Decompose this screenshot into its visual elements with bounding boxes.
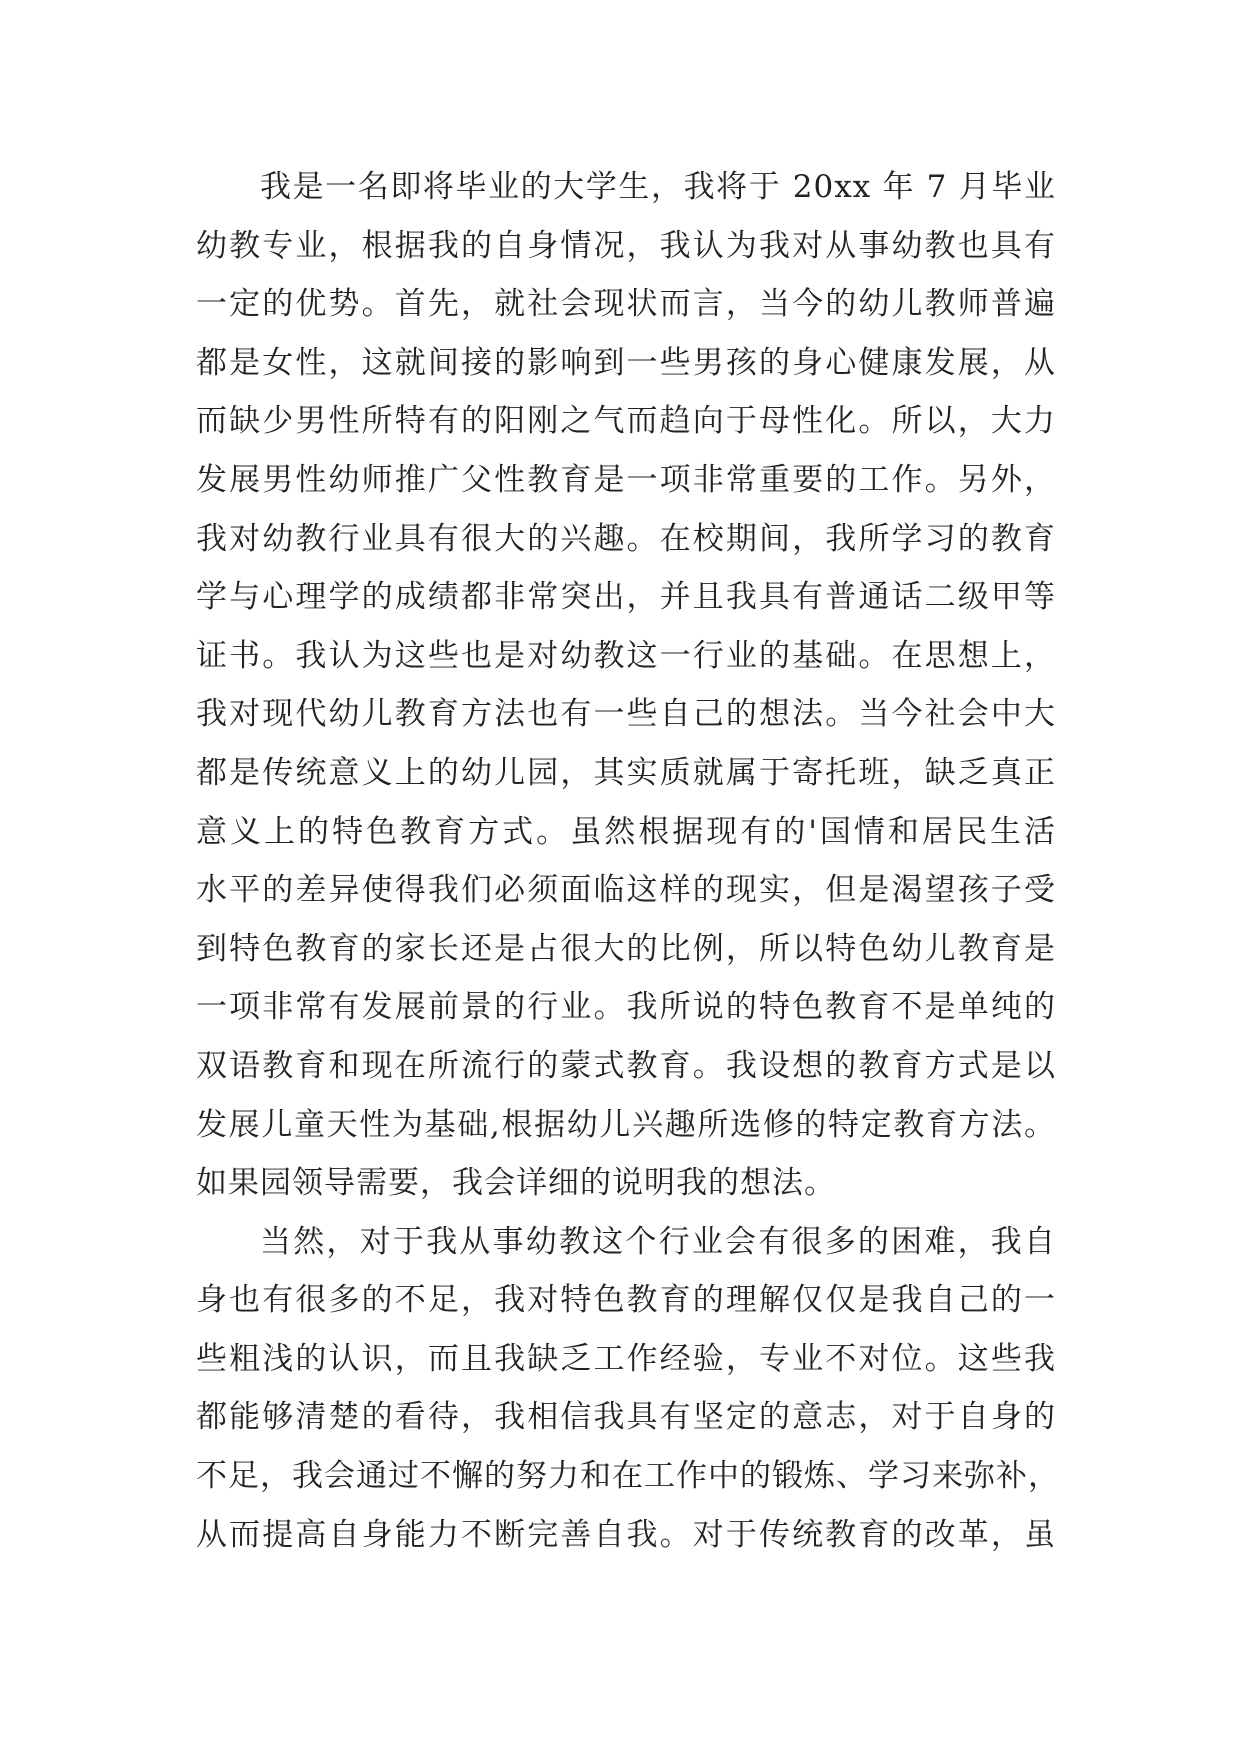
text-line: 都是女性，这就间接的影响到一些男孩的身心健康发展，从 — [196, 344, 1056, 381]
text-line: 我对现代幼儿教育方法也有一些自己的想法。当今社会中大 — [196, 696, 1056, 733]
text-line: 幼教专业，根据我的自身情况，我认为我对从事幼教也具有 — [196, 227, 1056, 264]
text-line: 些粗浅的认识，而且我缺乏工作经验，专业不对位。这些我 — [196, 1340, 1056, 1377]
text-line: 都能够清楚的看待，我相信我具有坚定的意志，对于自身的 — [196, 1399, 1056, 1436]
text-line: 都是传统意义上的幼儿园，其实质就属于寄托班，缺乏真正 — [196, 754, 1056, 791]
text-line: 我是一名即将毕业的大学生，我将于 20xx 年 7 月毕业 — [260, 169, 1056, 205]
text-line: 双语教育和现在所流行的蒙式教育。我设想的教育方式是以 — [196, 1047, 1056, 1084]
text-line: 不足，我会通过不懈的努力和在工作中的锻炼、学习来弥补， — [196, 1458, 1060, 1495]
text-line: 从而提高自身能力不断完善自我。对于传统教育的改革，虽 — [196, 1516, 1056, 1553]
text-line: 如果园领导需要，我会详细的说明我的想法。 — [196, 1165, 836, 1202]
text-line: 发展男性幼师推广父性教育是一项非常重要的工作。另外， — [196, 461, 1056, 498]
text-line: 我对幼教行业具有很大的兴趣。在校期间，我所学习的教育 — [196, 520, 1056, 557]
text-line: 意义上的特色教育方式。虽然根据现有的'国情和居民生活 — [196, 813, 1056, 850]
text-line: 发展儿童天性为基础,根据幼儿兴趣所选修的特定教育方法。 — [196, 1106, 1056, 1143]
text-line: 到特色教育的家长还是占很大的比例，所以特色幼儿教育是 — [196, 930, 1056, 967]
body-text — [196, 158, 1060, 1564]
text-line: 身也有很多的不足，我对特色教育的理解仅仅是我自己的一 — [196, 1282, 1056, 1319]
text-line: 证书。我认为这些也是对幼教这一行业的基础。在思想上， — [196, 637, 1056, 674]
paragraph-1 — [196, 158, 1056, 1213]
text-line: 当然，对于我从事幼教这个行业会有很多的困难，我自 — [260, 1223, 1056, 1260]
text-line: 而缺少男性所特有的阳刚之气而趋向于母性化。所以，大力 — [196, 403, 1056, 440]
paragraph-2 — [196, 1213, 1060, 1565]
text-line: 一项非常有发展前景的行业。我所说的特色教育不是单纯的 — [196, 989, 1056, 1026]
text-line: 一定的优势。首先，就社会现状而言，当今的幼儿教师普遍 — [196, 286, 1056, 323]
text-line: 水平的差异使得我们必须面临这样的现实，但是渴望孩子受 — [196, 872, 1056, 909]
text-line: 学与心理学的成绩都非常突出，并且我具有普通话二级甲等 — [196, 579, 1056, 616]
